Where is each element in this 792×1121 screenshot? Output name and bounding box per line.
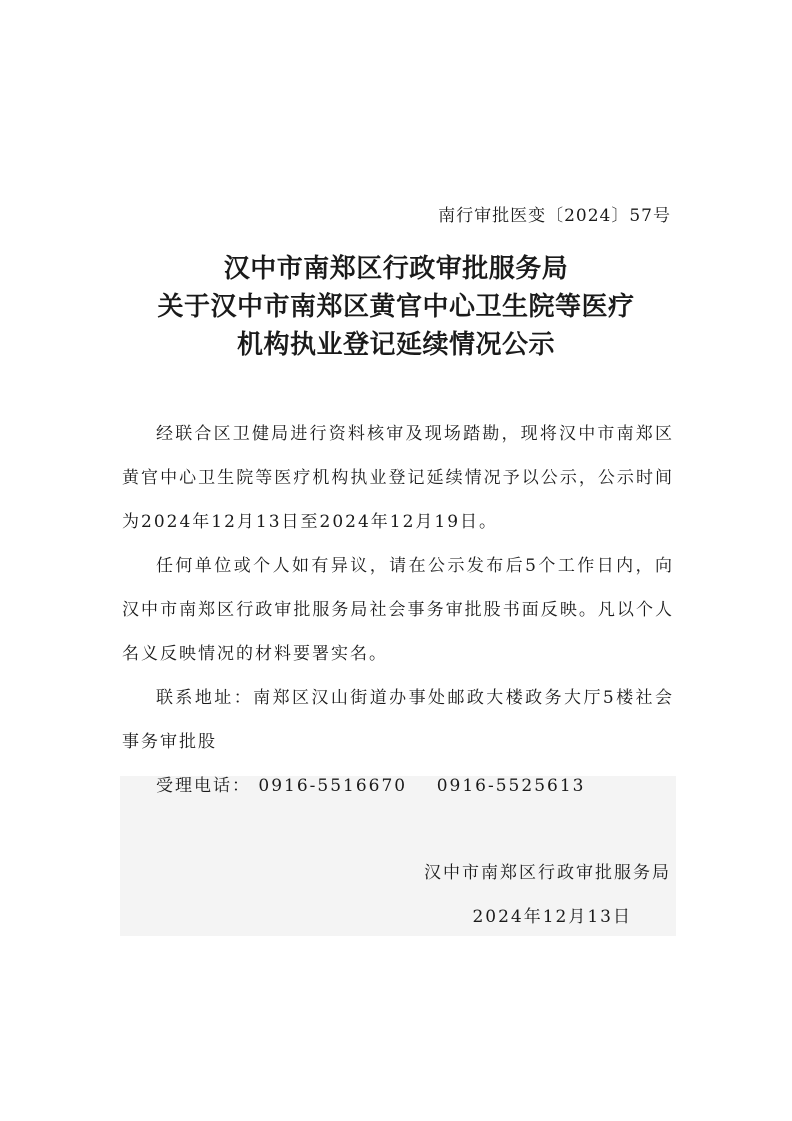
document-body xyxy=(122,412,674,808)
paragraph-contact-address: 联系地址：南郑区汉山街道办事处邮政大楼政务大厅5楼社会事务审批股 xyxy=(122,688,674,752)
title-line-1: 汉中市南郑区行政审批服务局 xyxy=(223,254,569,284)
paragraph-objection: 任何单位或个人如有异议，请在公示发布后5个工作日内，向汉中市南郑区行政审批服务局社会事务审批股书面反映。凡以个人名义反映情况的材料要署实名。 xyxy=(122,556,674,664)
signature-date: 2024年12月13日 xyxy=(472,907,632,927)
title-line-3: 机构执业登记延续情况公示 xyxy=(236,330,555,360)
paragraph-announcement: 经联合区卫健局进行资料核审及现场踏勘，现将汉中市南郑区黄官中心卫生院等医疗机构执业登记延续情况予以公示，公示时间为2024年12月13日至2024年12月19日。 xyxy=(122,424,674,532)
document-title xyxy=(0,250,792,364)
paragraph-contact-phone: 受理电话： 0916-5516670 0916-5525613 xyxy=(156,776,586,796)
title-line-2: 关于汉中市南郑区黄官中心卫生院等医疗 xyxy=(157,292,635,322)
document-number: 南行审批医变〔2024〕57号 xyxy=(438,206,671,226)
issuer-signature: 汉中市南郑区行政审批服务局 xyxy=(424,863,671,883)
